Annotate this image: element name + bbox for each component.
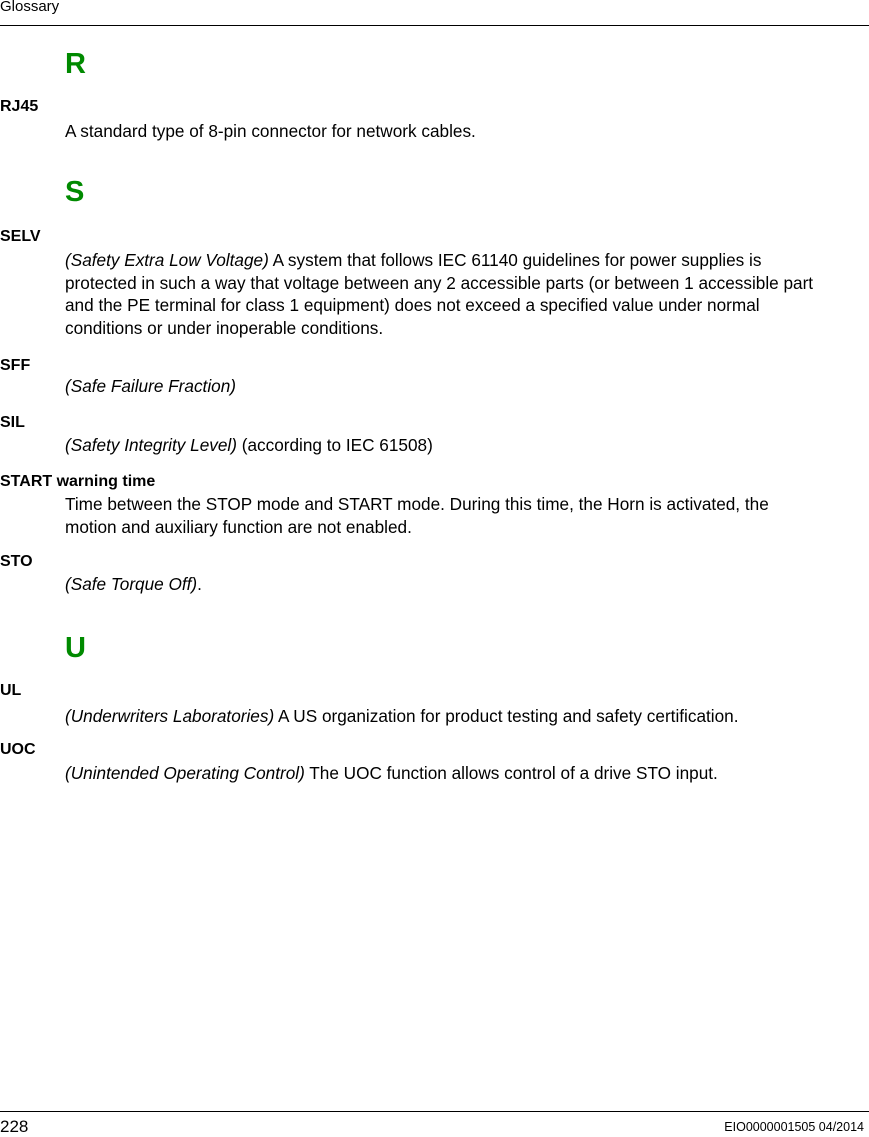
- definition-uoc: (Unintended Operating Control) The UOC function allows control of a drive STO input.: [65, 763, 718, 783]
- page-number: 228: [0, 1117, 29, 1136]
- definition-sil: (Safety Integrity Level) (according to IEC 61508): [65, 435, 433, 455]
- term-selv: SELV: [0, 228, 41, 245]
- term-ul: UL: [0, 682, 22, 699]
- definition-ul: (Underwriters Laboratories) A US organization for product testing and safety certification.: [65, 706, 739, 726]
- definition-selv-line-3: and the PE terminal for class 1 equipment) does not exceed a specified value under normal: [65, 295, 760, 316]
- expansion-sil: (Safety Integrity Level): [65, 435, 237, 455]
- header-title: Glossary: [0, 0, 60, 15]
- definition-selv-line-1: (Safety Extra Low Voltage) A system that follows IEC 61140 guidelines for power supplies is: [65, 250, 762, 270]
- definition-selv: [65, 249, 869, 340]
- expansion-selv: (Safety Extra Low Voltage): [65, 250, 269, 270]
- term-sff: SFF: [0, 357, 31, 374]
- definition-rj45: A standard type of 8-pin connector for network cables.: [65, 121, 476, 141]
- expansion-sff: (Safe Failure Fraction): [65, 376, 236, 396]
- section-letter-u: U: [65, 632, 86, 664]
- expansion-ul: (Underwriters Laboratories): [65, 706, 275, 726]
- header-divider: [0, 25, 869, 26]
- definition-sto: (Safe Torque Off).: [65, 574, 202, 594]
- document-code: EIO0000001505 04/2014: [724, 1120, 864, 1134]
- expansion-uoc: (Unintended Operating Control): [65, 763, 305, 783]
- term-sil: SIL: [0, 414, 25, 431]
- expansion-sto: (Safe Torque Off): [65, 574, 198, 594]
- section-letter-r: R: [65, 48, 86, 80]
- definition-start-warning-time: [65, 493, 869, 538]
- term-rj45: RJ45: [0, 98, 39, 115]
- definition-start-line-1: Time between the STOP mode and START mode. During this time, the Horn is activated, the: [65, 494, 769, 514]
- section-letter-s: S: [65, 176, 85, 208]
- term-start-warning-time: START warning time: [0, 473, 156, 490]
- definition-selv-line-4: conditions or under inoperable conditions.: [65, 318, 384, 339]
- definition-selv-line-2: protected in such a way that voltage between any 2 accessible parts (or between 1 accessible part: [65, 272, 814, 293]
- definition-start-line-2: motion and auxiliary function are not enabled.: [65, 516, 412, 537]
- term-uoc: UOC: [0, 741, 36, 758]
- footer-divider: [0, 1111, 869, 1112]
- definition-sff: [65, 375, 869, 398]
- term-sto: STO: [0, 553, 33, 570]
